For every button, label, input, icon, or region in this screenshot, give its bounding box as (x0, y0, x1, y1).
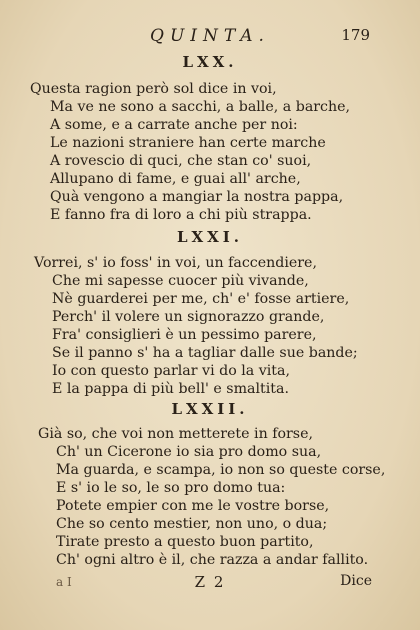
verse-line: Perch' il volere un signorazzo grande, (52, 309, 325, 325)
verse-line: Allupano di fame, e guai all' arche, (50, 171, 301, 187)
signature-mark: Z 2 (194, 573, 226, 591)
verse-line: A some, e a carrate anche per noi: (50, 117, 298, 133)
verse-line: Che so cento mestier, non uno, o dua; (56, 516, 328, 532)
verse-line: Ma ve ne sono a sacchi, a balle, a barche, (50, 99, 351, 115)
running-title: QUINTA. (150, 26, 270, 46)
verse-line: Tirate presto a questo buon partito, (56, 534, 314, 550)
catchword: Dice (340, 573, 372, 589)
stanza-heading: LXXI. (176, 228, 244, 246)
footer-mark: a I (56, 575, 72, 589)
verse-line: Che mi sapesse cuocer più vivande, (52, 273, 309, 289)
verse-line: Ma guarda, e scampa, io non so queste corse, (56, 462, 386, 478)
verse-line: Vorrei, s' io foss' in voi, un faccendiere, (34, 255, 317, 271)
page-number: 179 (341, 26, 370, 44)
verse-line: Fra' consiglieri è un pessimo parere, (52, 327, 317, 343)
stanza-heading: LXX. (182, 53, 238, 71)
verse-line: Questa ragion però sol dice in voi, (30, 81, 277, 97)
verse-line: E fanno fra di loro a chi più strappa. (50, 207, 312, 223)
verse-line: Nè guarderei per me, ch' e' fosse artiere, (52, 291, 350, 307)
stanza-heading: LXXII. (171, 400, 249, 418)
verse-line: Io con questo parlar vi do la vita, (52, 363, 290, 379)
verse-line: Già so, che voi non metterete in forse, (38, 426, 313, 442)
verse-line: A rovescio di quci, che stan co' suoi, (50, 153, 312, 169)
verse-line: Le nazioni straniere han certe marche (50, 135, 326, 151)
verse-line: E la pappa di più bell' e smaltita. (52, 381, 289, 397)
verse-line: Potete empier con me le vostre borse, (56, 498, 330, 514)
verse-line: E s' io le so, le so pro domo tua: (56, 480, 286, 496)
verse-line: Se il panno s' ha a tagliar dalle sue bande; (52, 345, 358, 361)
verse-line: Quà vengono a mangiar la nostra pappa, (50, 189, 344, 205)
verse-line: Ch' un Cicerone io sia pro domo sua, (56, 444, 322, 460)
verse-line: Ch' ogni altro è il, che razza a andar fallito. (56, 552, 369, 568)
